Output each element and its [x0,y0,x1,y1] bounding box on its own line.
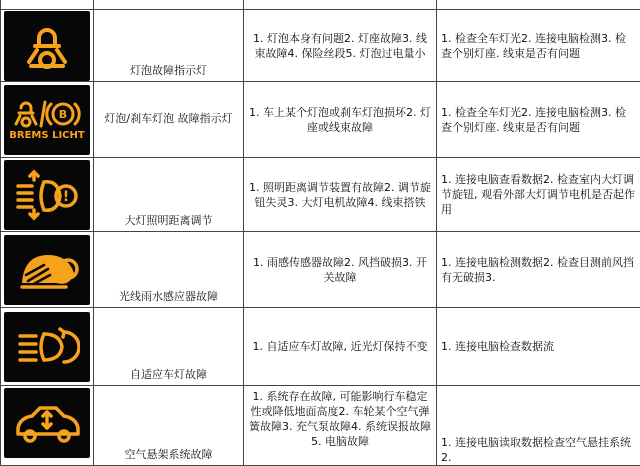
header-name-cell [94,0,244,10]
table-row [1,82,640,158]
headlight-range-icon [4,160,90,230]
fix-cell: 1. 连接电脑检测数据2. 检查目测前风挡有无破损3. [437,232,640,308]
header-fix-cell [437,0,640,10]
header-icon-cell [1,0,94,10]
header-cause-cell [244,0,437,10]
brems-licht-icon [4,85,90,155]
cause-cell: 1. 照明距离调节装置有故障2. 调节旋钮失灵3. 大灯电机故障4. 线束搭铁 [244,158,437,232]
table-row [1,232,640,308]
cause-cell: 1. 车上某个灯泡或刹车灯泡损坏2. 灯座或线束故障 [244,82,437,158]
icon-cell [1,386,94,466]
cause-cell: 1. 灯泡本身有问题2. 灯座故障3. 线束故障4. 保险丝段5. 灯泡过电量小 [244,10,437,82]
warning-name: 大灯照明距离调节 [98,213,239,229]
table-row [1,10,640,82]
icon-cell [1,308,94,386]
fix-cell: 1. 检查全车灯光2. 连接电脑检测3. 检查个别灯座. 线束是否有问题 [437,10,640,82]
cause-cell: 1. 雨感传感器故障2. 风挡破损3. 开关故障 [244,232,437,308]
fix-cell: 1. 连接电脑检查数据流 [437,308,640,386]
air-suspension-icon [4,388,90,458]
rain-light-sensor-icon [4,235,90,305]
icon-cell [1,10,94,82]
fix-cell: 1. 连接电脑读取数据检查空气悬挂系统2. [437,386,640,466]
cause-cell: 1. 系统存在故障, 可能影响行车稳定性或降低地面高度2. 车轮某个空气弹簧故障3. 充气泵故障4. 系统误报故障5. 电脑故障 [244,386,437,466]
warning-name: 光线雨水感应器故障 [98,289,239,305]
table-row [1,386,640,466]
icon-cell [1,82,94,158]
warning-name: 自适应车灯故障 [98,367,239,383]
brems-licht-label: BREMS LICHT [9,130,84,141]
name-cell [94,386,244,466]
bulb-lock-warning-icon [4,11,90,81]
name-cell [94,308,244,386]
fix-cell: 1. 连接电脑查看数据2. 检查室内大灯调节旋钮, 观看外部大灯调节电机是否起作用 [437,158,640,232]
warning-name: 灯泡故障指示灯 [98,63,239,79]
table-row [1,158,640,232]
name-cell [94,158,244,232]
table-row [1,308,640,386]
name-cell [94,82,244,158]
icon-cell [1,232,94,308]
warning-name: 灯泡/刹车灯泡 故障指示灯 [98,111,239,127]
warning-name: 空气悬架系统故障 [98,447,239,463]
adaptive-headlight-icon [4,312,90,382]
icon-cell [1,158,94,232]
header-row [1,0,640,10]
svg-text:B: B [59,108,67,121]
fix-cell: 1. 检查全车灯光2. 连接电脑检测3. 检查个别灯座. 线束是否有问题 [437,82,640,158]
cause-cell: 1. 自适应车灯故障, 近光灯保持不变 [244,308,437,386]
svg-text:!: ! [63,189,69,205]
name-cell [94,232,244,308]
name-cell [94,10,244,82]
